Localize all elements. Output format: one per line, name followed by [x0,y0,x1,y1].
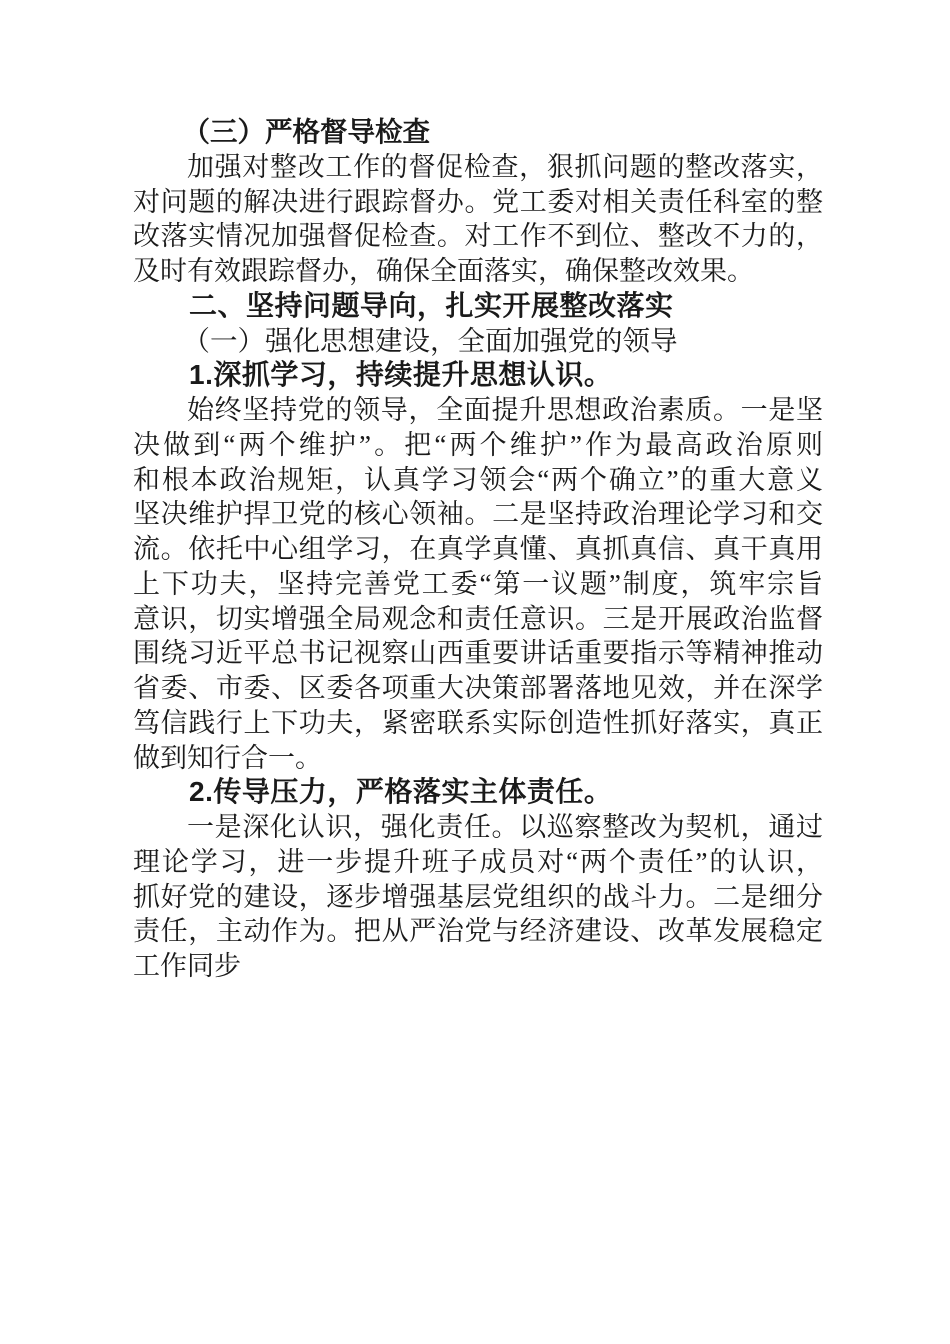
text-line: 及时有效跟踪督办，确保全面落实，确保整改效果。 [133,256,754,286]
heading-line: 1.深抓学习，持续提升思想认识。 [189,359,613,391]
heading-line: 2.传导压力，严格落实主体责任。 [189,776,613,808]
text-line: 笃信践行上下功夫，紧密联系实际创造性抓好落实，真正 [133,707,823,738]
text-line: 理论学习，进一步提升班子成员对“两个责任”的认识， [133,846,823,877]
text-line: 和根本政治规矩，认真学习领会“两个确立”的重大意义 [133,464,823,495]
text-line: 工作同步 [133,951,241,981]
text-line: 决做到“两个维护”。把“两个维护”作为最高政治原则 [133,429,823,460]
document-text-block [133,115,823,984]
text-line: 对问题的解决进行跟踪督办。党工委对相关责任科室的整 [133,186,823,217]
text-line: 坚决维护捍卫党的核心领袖。二是坚持政治理论学习和交 [133,499,823,530]
text-line: 责任，主动作为。把从严治党与经济建设、改革发展稳定 [133,916,823,947]
text-line: 做到知行合一。 [133,742,322,773]
heading-line: （三）严格督导检查 [182,116,430,147]
text-line: 上下功夫，坚持完善党工委“第一议题”制度，筑牢宗旨 [133,568,823,599]
text-line: 加强对整改工作的督促检查，狠抓问题的整改落实， [187,151,823,182]
text-line: 抓好党的建设，逐步增强基层党组织的战斗力。二是细分 [133,881,823,912]
text-line: 一是深化认识，强化责任。以巡察整改为契机，通过 [187,812,823,842]
text-line: 围绕习近平总书记视察山西重要讲话重要指示等精神推动 [133,638,823,669]
text-line: 省委、市委、区委各项重大决策部署落地见效，并在深学 [133,673,823,703]
text-line: 意识，切实增强全局观念和责任意识。三是开展政治监督 [133,603,823,634]
heading-line: （一）强化思想建设，全面加强党的领导 [182,324,678,356]
text-line: 流。依托中心组学习，在真学真懂、真抓真信、真干真用 [133,534,823,564]
text-line: 始终坚持党的领导，全面提升思想政治素质。一是坚 [187,395,823,425]
heading-line: 二、坚持问题导向，扎实开展整改落实 [189,289,674,321]
text-line: 改落实情况加强督促检查。对工作不到位、整改不力的， [133,221,823,252]
